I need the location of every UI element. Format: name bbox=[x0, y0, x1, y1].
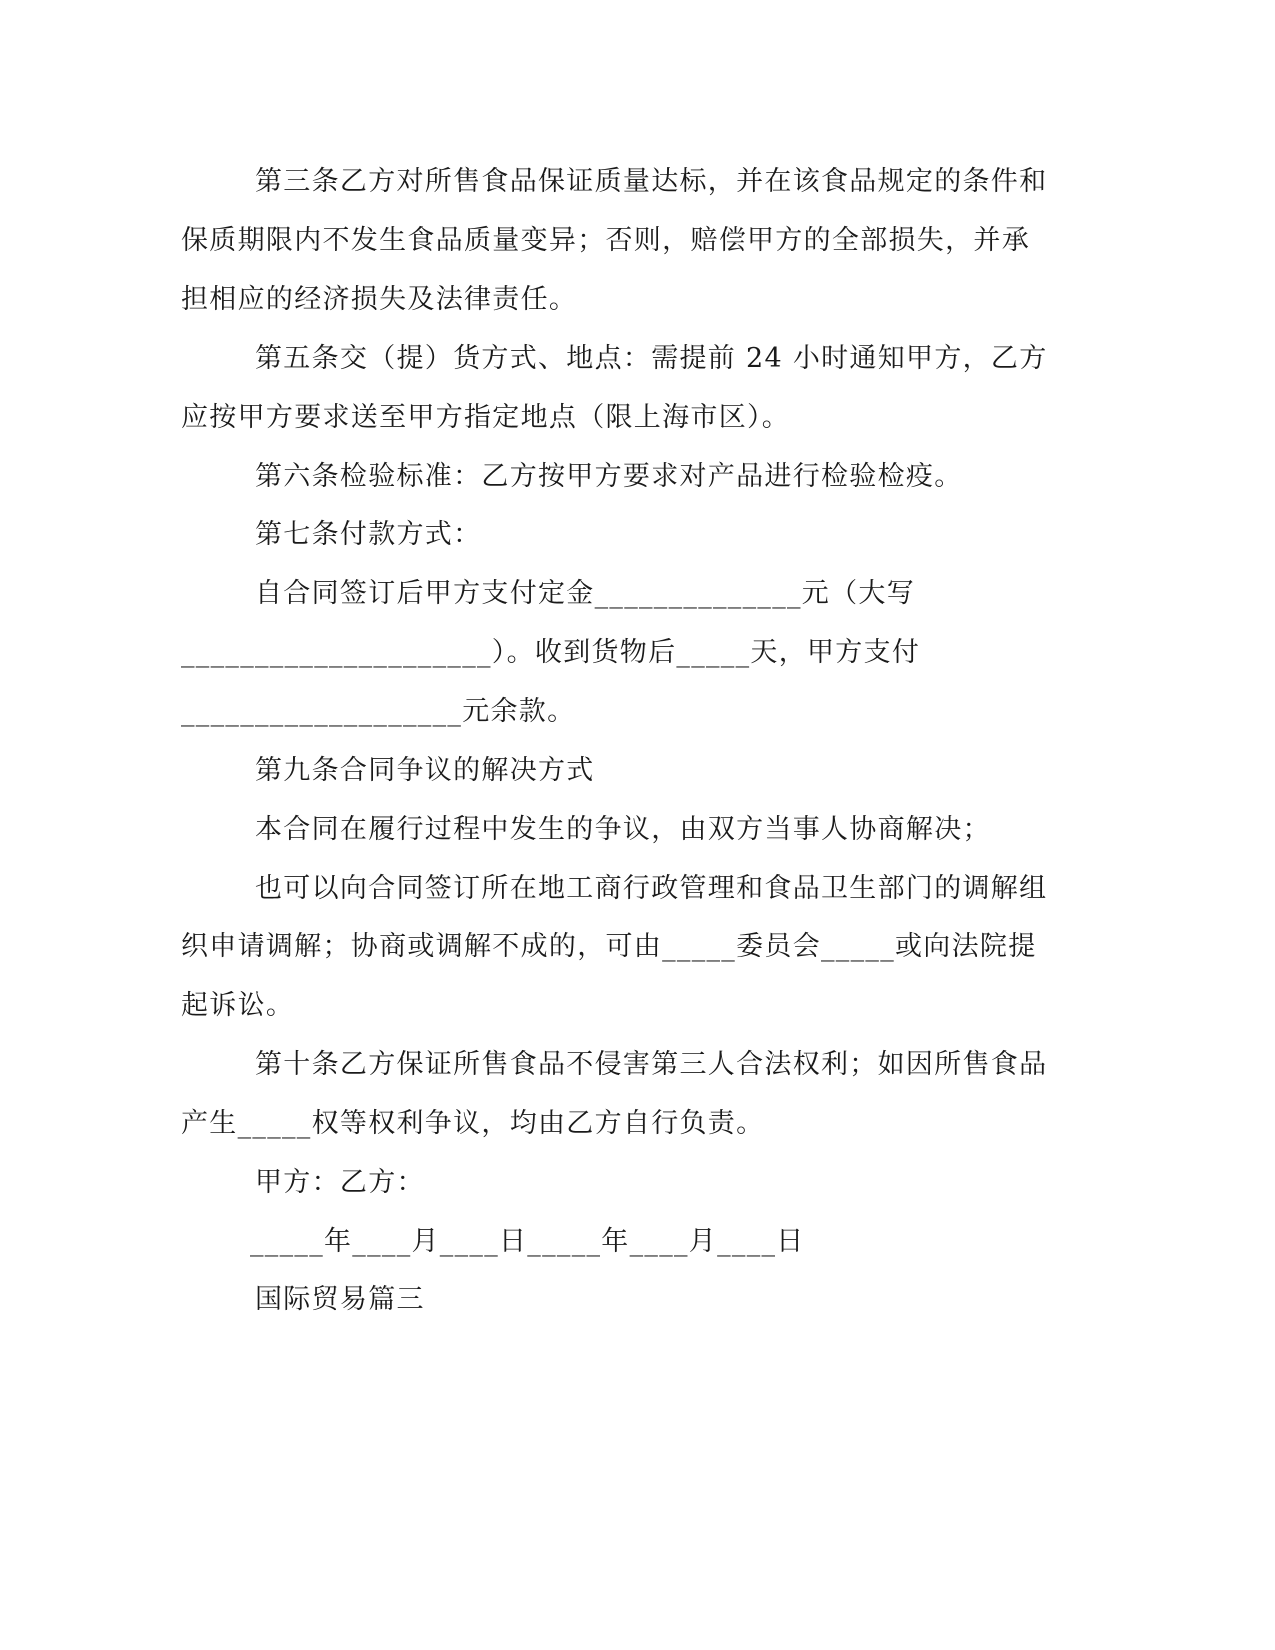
clause-5-line-2: 应按甲方要求送至甲方指定地点（限上海市区）。 bbox=[181, 402, 791, 433]
signature-parties: 甲方：乙方： bbox=[255, 1167, 425, 1198]
dispute-line-3: 织申请调解；协商或调解不成的，可由_____委员会_____或向法院提 bbox=[181, 931, 1037, 962]
clause-10-line-1: 第十条乙方保证所售食品不侵害第三人合法权利；如因所售食品 bbox=[255, 1049, 1048, 1080]
signature-dates: _____年____月____日_____年____月____日 bbox=[250, 1226, 805, 1257]
dispute-line-1: 本合同在履行过程中发生的争议，由双方当事人协商解决； bbox=[255, 814, 991, 845]
payment-line-2: _____________________）。收到货物后_____天，甲方支付 bbox=[181, 637, 921, 668]
clause-6-line: 第六条检验标准：乙方按甲方要求对产品进行检验检疫。 bbox=[255, 461, 963, 492]
dispute-line-4: 起诉讼。 bbox=[181, 990, 295, 1021]
payment-line-1: 自合同签订后甲方支付定金______________元（大写 bbox=[255, 578, 915, 609]
clause-3-line-2: 保质期限内不发生食品质量变异；否则，赔偿甲方的全部损失，并承 bbox=[181, 225, 1030, 256]
clause-5-line-1: 第五条交（提）货方式、地点：需提前 24 小时通知甲方，乙方 bbox=[255, 343, 1048, 374]
clause-3-line-1: 第三条乙方对所售食品保证质量达标，并在该食品规定的条件和 bbox=[255, 166, 1048, 197]
payment-line-3: ___________________元余款。 bbox=[181, 696, 576, 727]
section-heading: 国际贸易篇三 bbox=[255, 1284, 425, 1315]
clause-3-line-3: 担相应的经济损失及法律责任。 bbox=[181, 284, 578, 315]
dispute-line-2: 也可以向合同签订所在地工商行政管理和食品卫生部门的调解组 bbox=[255, 873, 1048, 904]
clause-9-heading: 第九条合同争议的解决方式 bbox=[255, 755, 595, 786]
clause-10-line-2: 产生_____权等权利争议，均由乙方自行负责。 bbox=[181, 1108, 765, 1139]
clause-7-heading: 第七条付款方式： bbox=[255, 519, 482, 550]
